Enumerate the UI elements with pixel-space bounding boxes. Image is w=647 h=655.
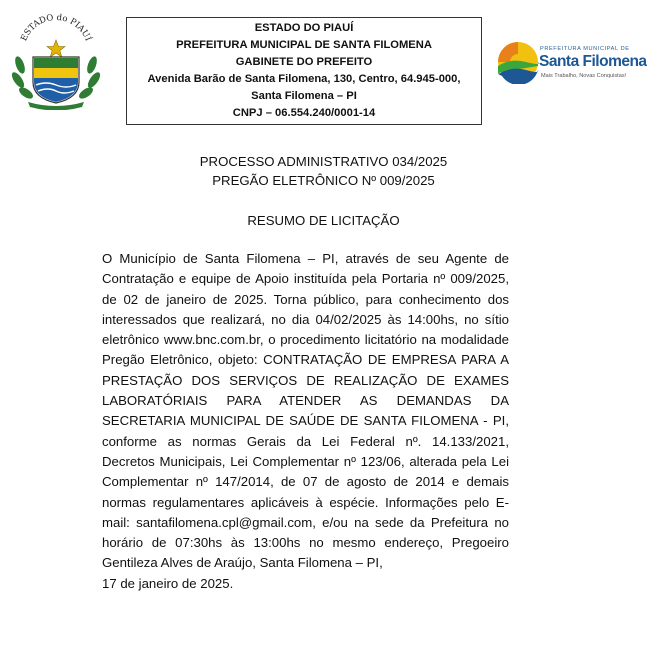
- header-prefecture: PREFEITURA MUNICIPAL DE SANTA FILOMENA: [176, 39, 432, 51]
- logo-name: Santa Filomena: [539, 53, 647, 70]
- header-office: GABINETE DO PREFEITO: [235, 56, 373, 68]
- seal-text: ESTADO do PIAUÍ: [19, 12, 93, 43]
- municipal-logo: [496, 40, 647, 90]
- state-coat-of-arms-icon: [6, 10, 106, 110]
- body-paragraph: O Município de Santa Filomena – PI, através de seu Agente de Contratação e equipe de Apoio instituída pela Portaria nº 009/2025, de 02 de janeiro de 2025. Torna público, para conhecimento dos interessados que realizará, no dia 04/02/2025 às 14:00hs, no sítio eletrônico www.bnc.com.br, o procedimento licitatório na modalidade Pregão Eletrônico, objeto: CONTRATAÇÃO DE EMPRESA PARA A PRESTAÇÃO DOS SERVIÇOS DE REALIZAÇÃO DE EXAMES LABORATÓRIAIS PARA ATENDER AS DEMANDAS DA SECRETARIA MUNICIPAL DE SAÚDE DE SANTA FILOMENA - PI, conforme as normas Gerais da Lei Federal nº. 14.133/2021, Decretos Municipais, Lei Complementar nº 123/06, alterada pela Lei Complementar nº 147/2014, de 07 de agosto de 2014 e demais normas regulamentares aplicáveis à espécie. Informações pelo E-mail: santafilomena.cpl@gmail.com, e/ou na sede da Prefeitura no horário de 07:30hs às 13:00hs no mesmo endereço, Pregoeiro Gentileza Alves de Araújo, Santa Filomena – PI,: [102, 251, 509, 571]
- process-titles: [0, 152, 647, 190]
- summary-title: RESUMO DE LICITAÇÃO: [247, 213, 400, 228]
- header-cnpj: CNPJ – 06.554.240/0001-14: [232, 107, 376, 119]
- svg-text:ESTADO do PIAUÍ: [19, 13, 94, 43]
- sunrise-logo-icon: [496, 40, 540, 84]
- header-state: ESTADO DO PIAUÍ: [254, 22, 354, 34]
- header-city: Santa Filomena – PI: [251, 90, 357, 102]
- process-number: PROCESSO ADMINISTRATIVO 034/2025: [199, 154, 448, 169]
- document-body: [102, 249, 509, 594]
- header-address: Avenida Barão de Santa Filomena, 130, Centro, 64.945-000,: [147, 73, 461, 85]
- logo-tagline: Mais Trabalho, Novas Conquistas!: [541, 73, 627, 79]
- header-box: [126, 17, 482, 125]
- logo-kicker: PREFEITURA MUNICIPAL DE: [540, 46, 630, 52]
- document-date: 17 de janeiro de 2025.: [102, 575, 234, 591]
- auction-number: PREGÃO ELETRÔNICO Nº 009/2025: [212, 173, 435, 188]
